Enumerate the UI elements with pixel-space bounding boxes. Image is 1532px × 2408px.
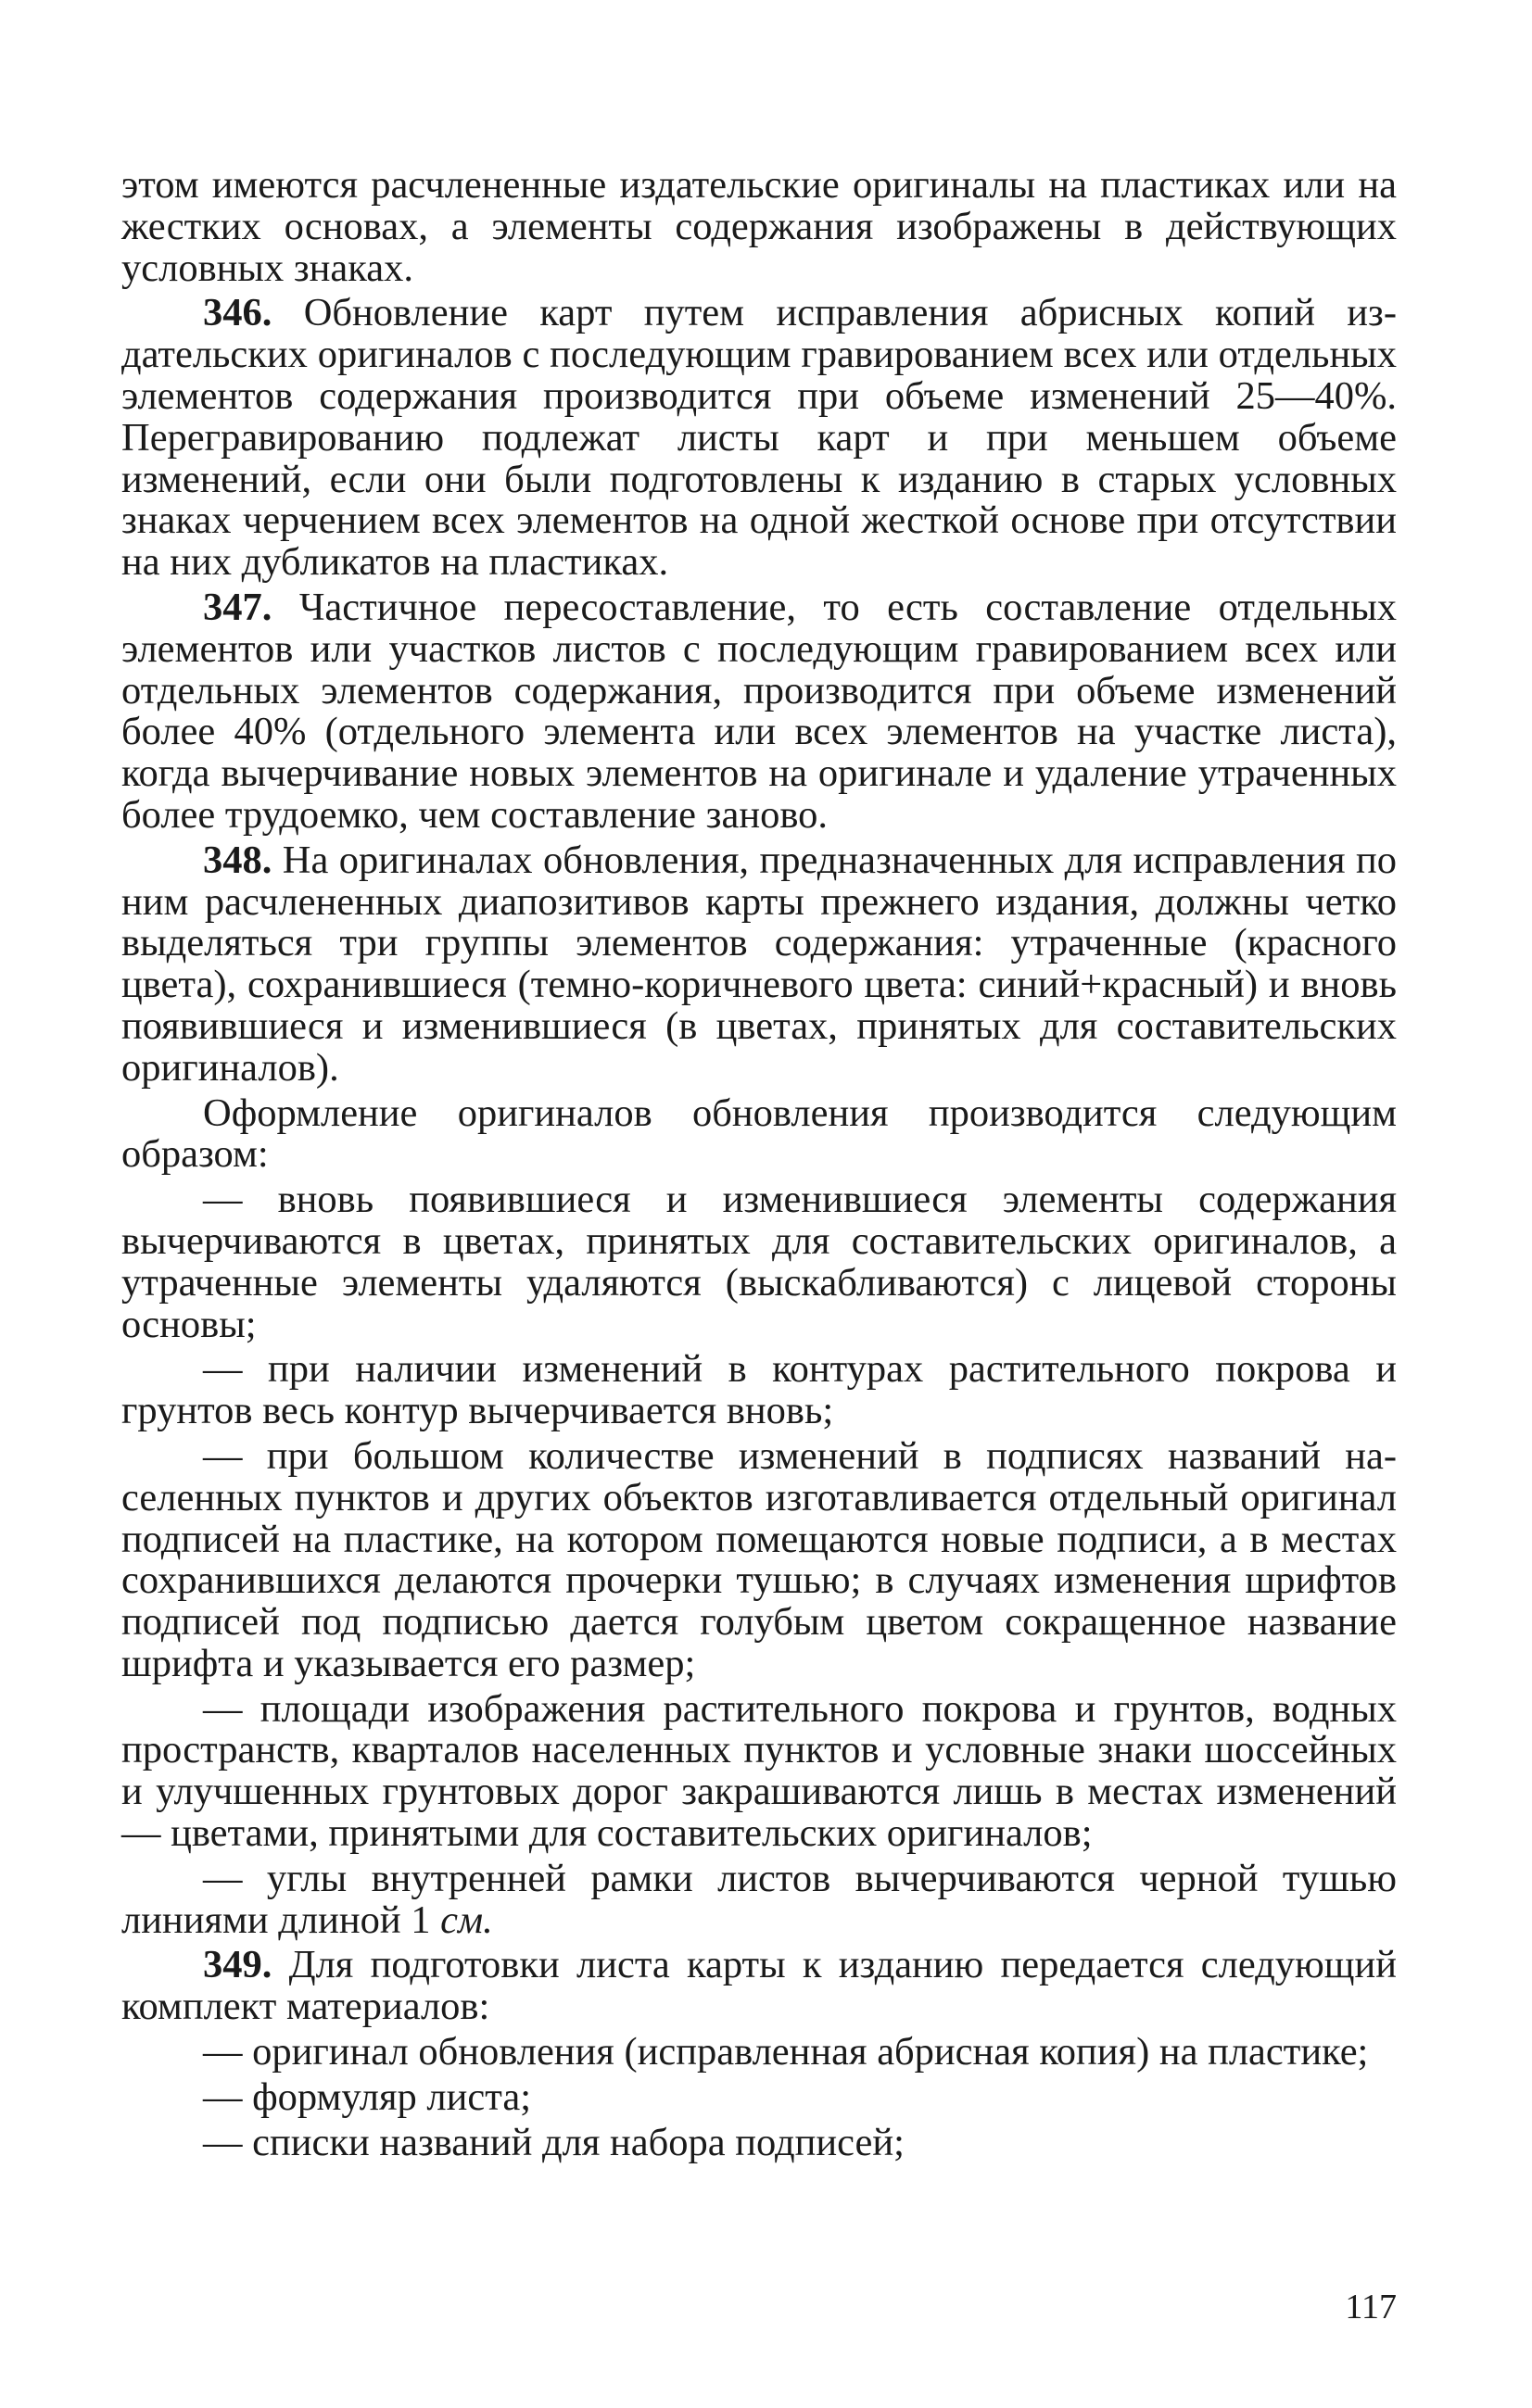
paragraph-number: 346.	[203, 291, 272, 335]
list-item-vegetation-contours: — при наличии изменений в контурах растительного покрова и грунтов весь контур вычерчивается вновь;	[121, 1347, 1397, 1433]
paragraph-346: 346. Обновление карт путем исправления абрисных копий издательских оригиналов с последующим гравированием всех или отдельных элементов содержания производится при объеме изменений 25—40%. Перегравированию подлежат листы карт и при меньшем объеме изменений, если они были подготовлены к изданию в старых условных знаках черчением всех элементов на одной жесткой основе при отсутствии на них дубликатов на пластиках.	[121, 291, 1397, 585]
list-item-areas: — площади изображения растительного покрова и грунтов, водных пространств, кварталов населенных пунктов и условные знаки шоссейных и улучшенных грунтовых дорог закрашиваются лишь в местах изменений — цветами, принятыми для составительских оригиналов;	[121, 1686, 1397, 1856]
paragraph-347: 347. Частичное пересоставление, то есть составление отдельных элементов или участков листов с последующим гравированием всех или отдельных элементов содержания, производится при объеме изменений более 40% (отдельного элемента или всех элементов на участке листа), когда вычерчивание новых элементов на оригинале и удаление утраченных более трудоемко, чем составление заново.	[121, 585, 1397, 837]
page-number: 117	[1345, 2288, 1397, 2326]
paragraph-design-intro: Оформление оригиналов обновления производится следующим образом:	[121, 1091, 1397, 1177]
paragraph-number: 349.	[203, 1943, 272, 1987]
list-item-sheet-form: — формуляр листа;	[203, 2074, 532, 2119]
list-item-frame-corners: — углы внутренней рамки листов вычерчиваются черной тушью линиями длиной 1 см.	[121, 1856, 1397, 1942]
list-item-new-elements: — вновь появившиеся и изменившиеся элементы содержания вычерчиваются в цветах, принятых для составительских оригиналов, а утраченные элементы удаляются (выскабливаются) с лицевой стороны основы;	[121, 1178, 1397, 1346]
list-item-update-original: — оригинал обновления (исправленная абрисная копия) на пластике;	[203, 2030, 1369, 2074]
paragraph-348: 348. На оригиналах обновления, предназначенных для исправления по ним расчлененных диапозитивов карты прежнего издания, должны четко выделяться три группы элементов содержания: утраченные (красного цвета), сохранившиеся (темно-коричневого цвета: синий+красный) и вновь появившиеся и изменившиеся (в цветах, принятых для составительских оригиналов).	[121, 838, 1397, 1090]
page-body	[121, 165, 1397, 2163]
paragraph-continuation: этом имеются расчлененные издательские оригиналы на пластиках или на жестких основах, а элементы содержания изображены в действующих условных знаках.	[121, 163, 1397, 290]
paragraph-number: 347.	[203, 585, 272, 629]
list-item-name-lists: — списки названий для набора подписей;	[203, 2120, 905, 2164]
paragraph-number: 348.	[203, 838, 272, 882]
unit-cm: см.	[440, 1897, 493, 1942]
list-item-labels: — при большом количестве изменений в подписях названий населенных пунктов и других объектов изготавливается отдельный оригинал подписей на пластике, на котором помещаются новые подписи, а в местах сохранившихся делаются прочерки тушью; в случаях изменения шрифтов подписей под подписью дается голубым цветом сокращенное название шрифта и указывается его размер;	[121, 1433, 1397, 1685]
paragraph-349: 349. Для подготовки листа карты к изданию передается следующий комплект материалов:	[121, 1943, 1397, 2029]
